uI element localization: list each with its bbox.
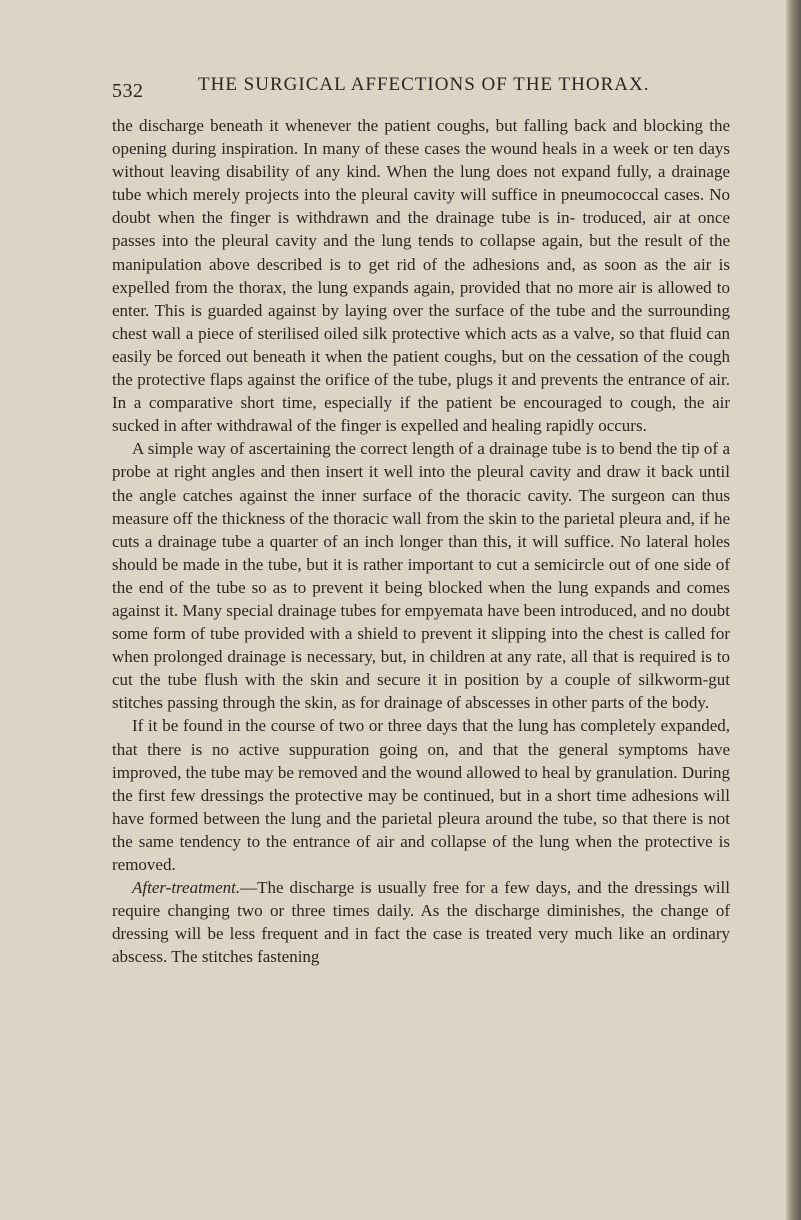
body-text bbox=[112, 114, 730, 968]
paragraph-3-text: If it be found in the course of two or three days that the lung has completely expanded, that there is no active suppuration going on, and that the general symptoms have improved, the tube may be removed and the wound allowed to heal by granulation. During the first few dressings the protective may be continued, but in a short time adhesions will have formed between the lung and the parietal pleura around the tube, so that there is not the same tendency to the entrance of air and collapse of the lung when the protective is removed. bbox=[112, 716, 730, 874]
page-number: 532 bbox=[112, 80, 144, 102]
page-header bbox=[112, 74, 732, 108]
paragraph-2 bbox=[112, 437, 730, 714]
paragraph-1-text: the discharge beneath it whenever the patient coughs, but falling back and blocking the opening during inspiration. In many of these cases the wound heals in a week or ten days without leaving disability of any kind. When the lung does not expand fully, a drainage tube which merely projects into the pleural cavity will suffice in pneumococcal cases. No doubt when the finger is withdrawn and the drainage tube is in- troduced, air at once passes into the pleural cavity and the lung tends to collapse again, but the result of the manipulation above described is to get rid of the adhesions and, as soon as the air is expelled from the thorax, the lung expands again, provided that no more air is allowed to enter. This is guarded against by laying over the surface of the tube and the surrounding chest wall a piece of sterilised oiled silk protective which acts as a valve, so that fluid can easily be forced out beneath it when the patient coughs, but on the cessation of the cough the protective flaps against the orifice of the tube, plugs it and prevents the entrance of air. In a comparative short time, especially if the patient be encouraged to cough, the air sucked in after withdrawal of the finger is expelled and healing rapidly occurs. bbox=[112, 116, 730, 436]
page-edge-shadow bbox=[786, 0, 801, 1220]
running-title: THE SURGICAL AFFECTIONS OF THE THORAX. bbox=[198, 74, 650, 95]
paragraph-1 bbox=[112, 114, 730, 437]
paragraph-2-text: A simple way of ascertaining the correct length of a drainage tube is to bend the tip of a probe at right angles and then insert it well into the pleural cavity and draw it back until the angle catches against the inner surface of the thoracic cavity. The surgeon can thus measure off the thickness of the thoracic wall from the skin to the parietal pleura and, if he cuts a drainage tube a quarter of an inch longer than this, it will suffice. No lateral holes should be made in the tube, but it is rather important to cut a semicircle out of one side of the end of the tube so as to prevent it being blocked when the lung expands and comes against it. Many special drainage tubes for empyemata have been introduced, and no doubt some form of tube provided with a shield to prevent it slipping into the chest is called for when prolonged drainage is necessary, but, in children at any rate, all that is required is to cut the tube flush with the skin and secure it in position by a couple of silkworm-gut stitches passing through the skin, as for drainage of abscesses in other parts of the body. bbox=[112, 439, 730, 713]
paragraph-4-text: —The discharge is usually free for a few days, and the dressings will require changing two or three times daily. As the discharge diminishes, the change of dressing will be less frequent and in fact the case is treated very much like an ordinary abscess. The stitches fastening bbox=[112, 878, 730, 967]
paragraph-3 bbox=[112, 714, 730, 876]
paragraph-4 bbox=[112, 876, 730, 968]
section-lead-after-treatment: After-treatment. bbox=[132, 878, 241, 898]
